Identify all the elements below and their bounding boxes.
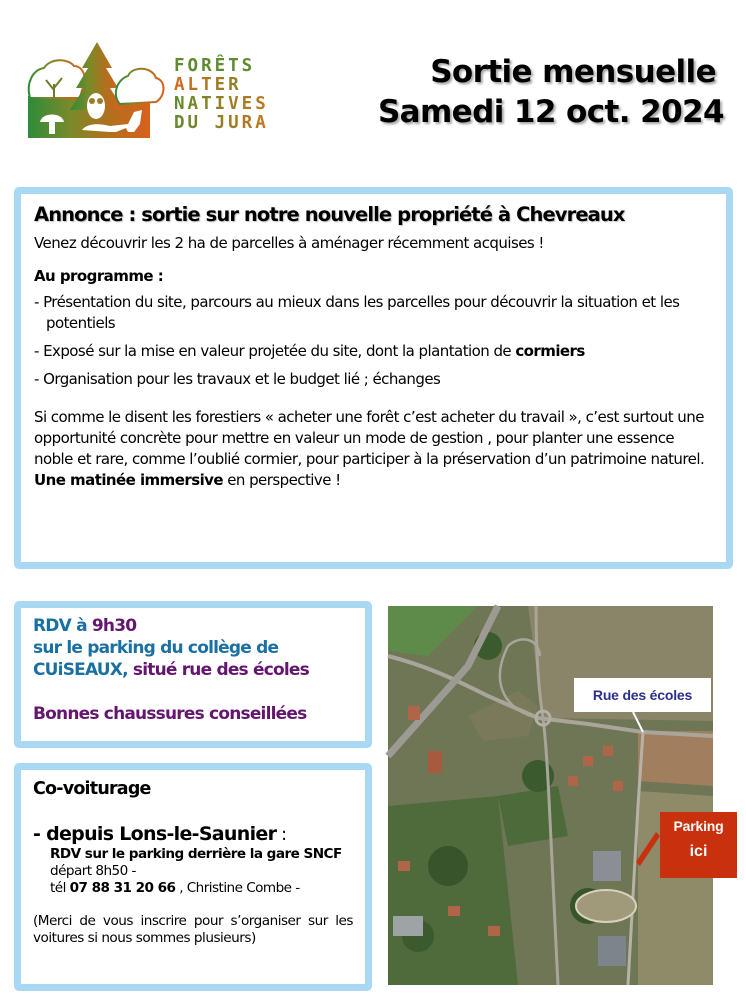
program-item-text: - Exposé sur la mise en valeur projetée du site, dont la plantation de xyxy=(34,342,516,360)
announcement-heading: Annonce : sortie sur notre nouvelle propriété à Chevreaux xyxy=(34,203,625,226)
page-title xyxy=(378,52,724,132)
closing-end: en perspective ! xyxy=(223,471,341,489)
meeting-point-box xyxy=(14,601,372,748)
program-heading: Au programme : xyxy=(34,267,164,285)
announcement-closing xyxy=(34,407,714,491)
logo-line-2: ALTER xyxy=(174,76,269,95)
carpool-heading: Co-voiturage xyxy=(33,779,151,799)
carpool-origin xyxy=(33,823,353,846)
aerial-map xyxy=(388,606,724,985)
contact-name: , Christine Combe - xyxy=(175,880,300,896)
announcement-intro: Venez découvrir les 2 ha de parcelles à aménager récemment acquises ! xyxy=(34,234,544,252)
meeting-place: sur le parking du collège de xyxy=(33,638,279,658)
title-event-date: Samedi 12 oct. 2024 xyxy=(377,94,724,130)
program-list xyxy=(34,292,714,390)
carpool-note: (Merci de vous inscrire pour s’organiser sur les voitures si nous sommes plusieurs) xyxy=(33,913,353,946)
program-item xyxy=(34,341,714,362)
parking-label: Parking xyxy=(673,818,724,834)
carpool-origin-colon: : xyxy=(276,825,287,845)
closing-text: Si comme le disent les forestiers « acheter une forêt c’est acheter du travail », c’est surtout une opportunité concrète pour mettre en valeur un mode de gestion , pour planter une essence noble et rare, comme l’oublié cormier, pour participer à la préservation d’un patrimoine naturel. xyxy=(34,408,705,468)
logo-line-1: FORÊTS xyxy=(174,56,256,76)
meeting-town: CUiSEAUX, xyxy=(33,660,128,680)
aerial-photo-illustration xyxy=(388,606,713,985)
carpool-origin-city: - depuis Lons-le-Saunier xyxy=(33,823,277,845)
program-item xyxy=(34,369,714,390)
closing-emphasis: Une matinée immersive xyxy=(34,471,224,489)
footwear-advice: Bonnes chaussures conseillées xyxy=(33,704,307,724)
street-label: Rue des écoles xyxy=(574,678,711,712)
carpool-departure: départ 8h50 - xyxy=(50,863,136,879)
announcement-box xyxy=(14,187,733,569)
parking-marker xyxy=(660,812,737,878)
rdv-prefix: RDV à xyxy=(33,616,92,636)
contact-phone[interactable]: 07 88 31 20 66 xyxy=(69,880,176,896)
program-item-text: - Présentation du site, parcours au mieux dans les parcelles pour découvrir la situation et les potentiels xyxy=(34,293,680,332)
meeting-time: 9h30 xyxy=(91,616,137,636)
program-item-text: - Organisation pour les travaux et le budget lié ; échanges xyxy=(34,370,441,388)
logo-wordmark xyxy=(174,57,269,133)
parking-here-label: ici xyxy=(689,843,708,860)
meeting-town-line xyxy=(33,659,353,681)
phone-prefix: tél xyxy=(50,880,70,896)
logo-line-3: NATIVES xyxy=(174,94,269,114)
forest-animals-logo-icon xyxy=(24,40,174,142)
program-item-emphasis: cormiers xyxy=(515,342,585,360)
title-event-type: Sortie mensuelle xyxy=(430,54,716,90)
meeting-street: situé rue des écoles xyxy=(127,660,309,680)
meeting-time-line xyxy=(33,615,353,637)
program-item xyxy=(34,292,714,334)
association-logo xyxy=(24,40,284,142)
logo-line-4: DU JURA xyxy=(174,113,269,133)
carpool-contact xyxy=(33,880,353,897)
carpool-meeting-point: RDV sur le parking derrière la gare SNCF xyxy=(50,846,342,862)
carpool-box xyxy=(14,763,372,991)
